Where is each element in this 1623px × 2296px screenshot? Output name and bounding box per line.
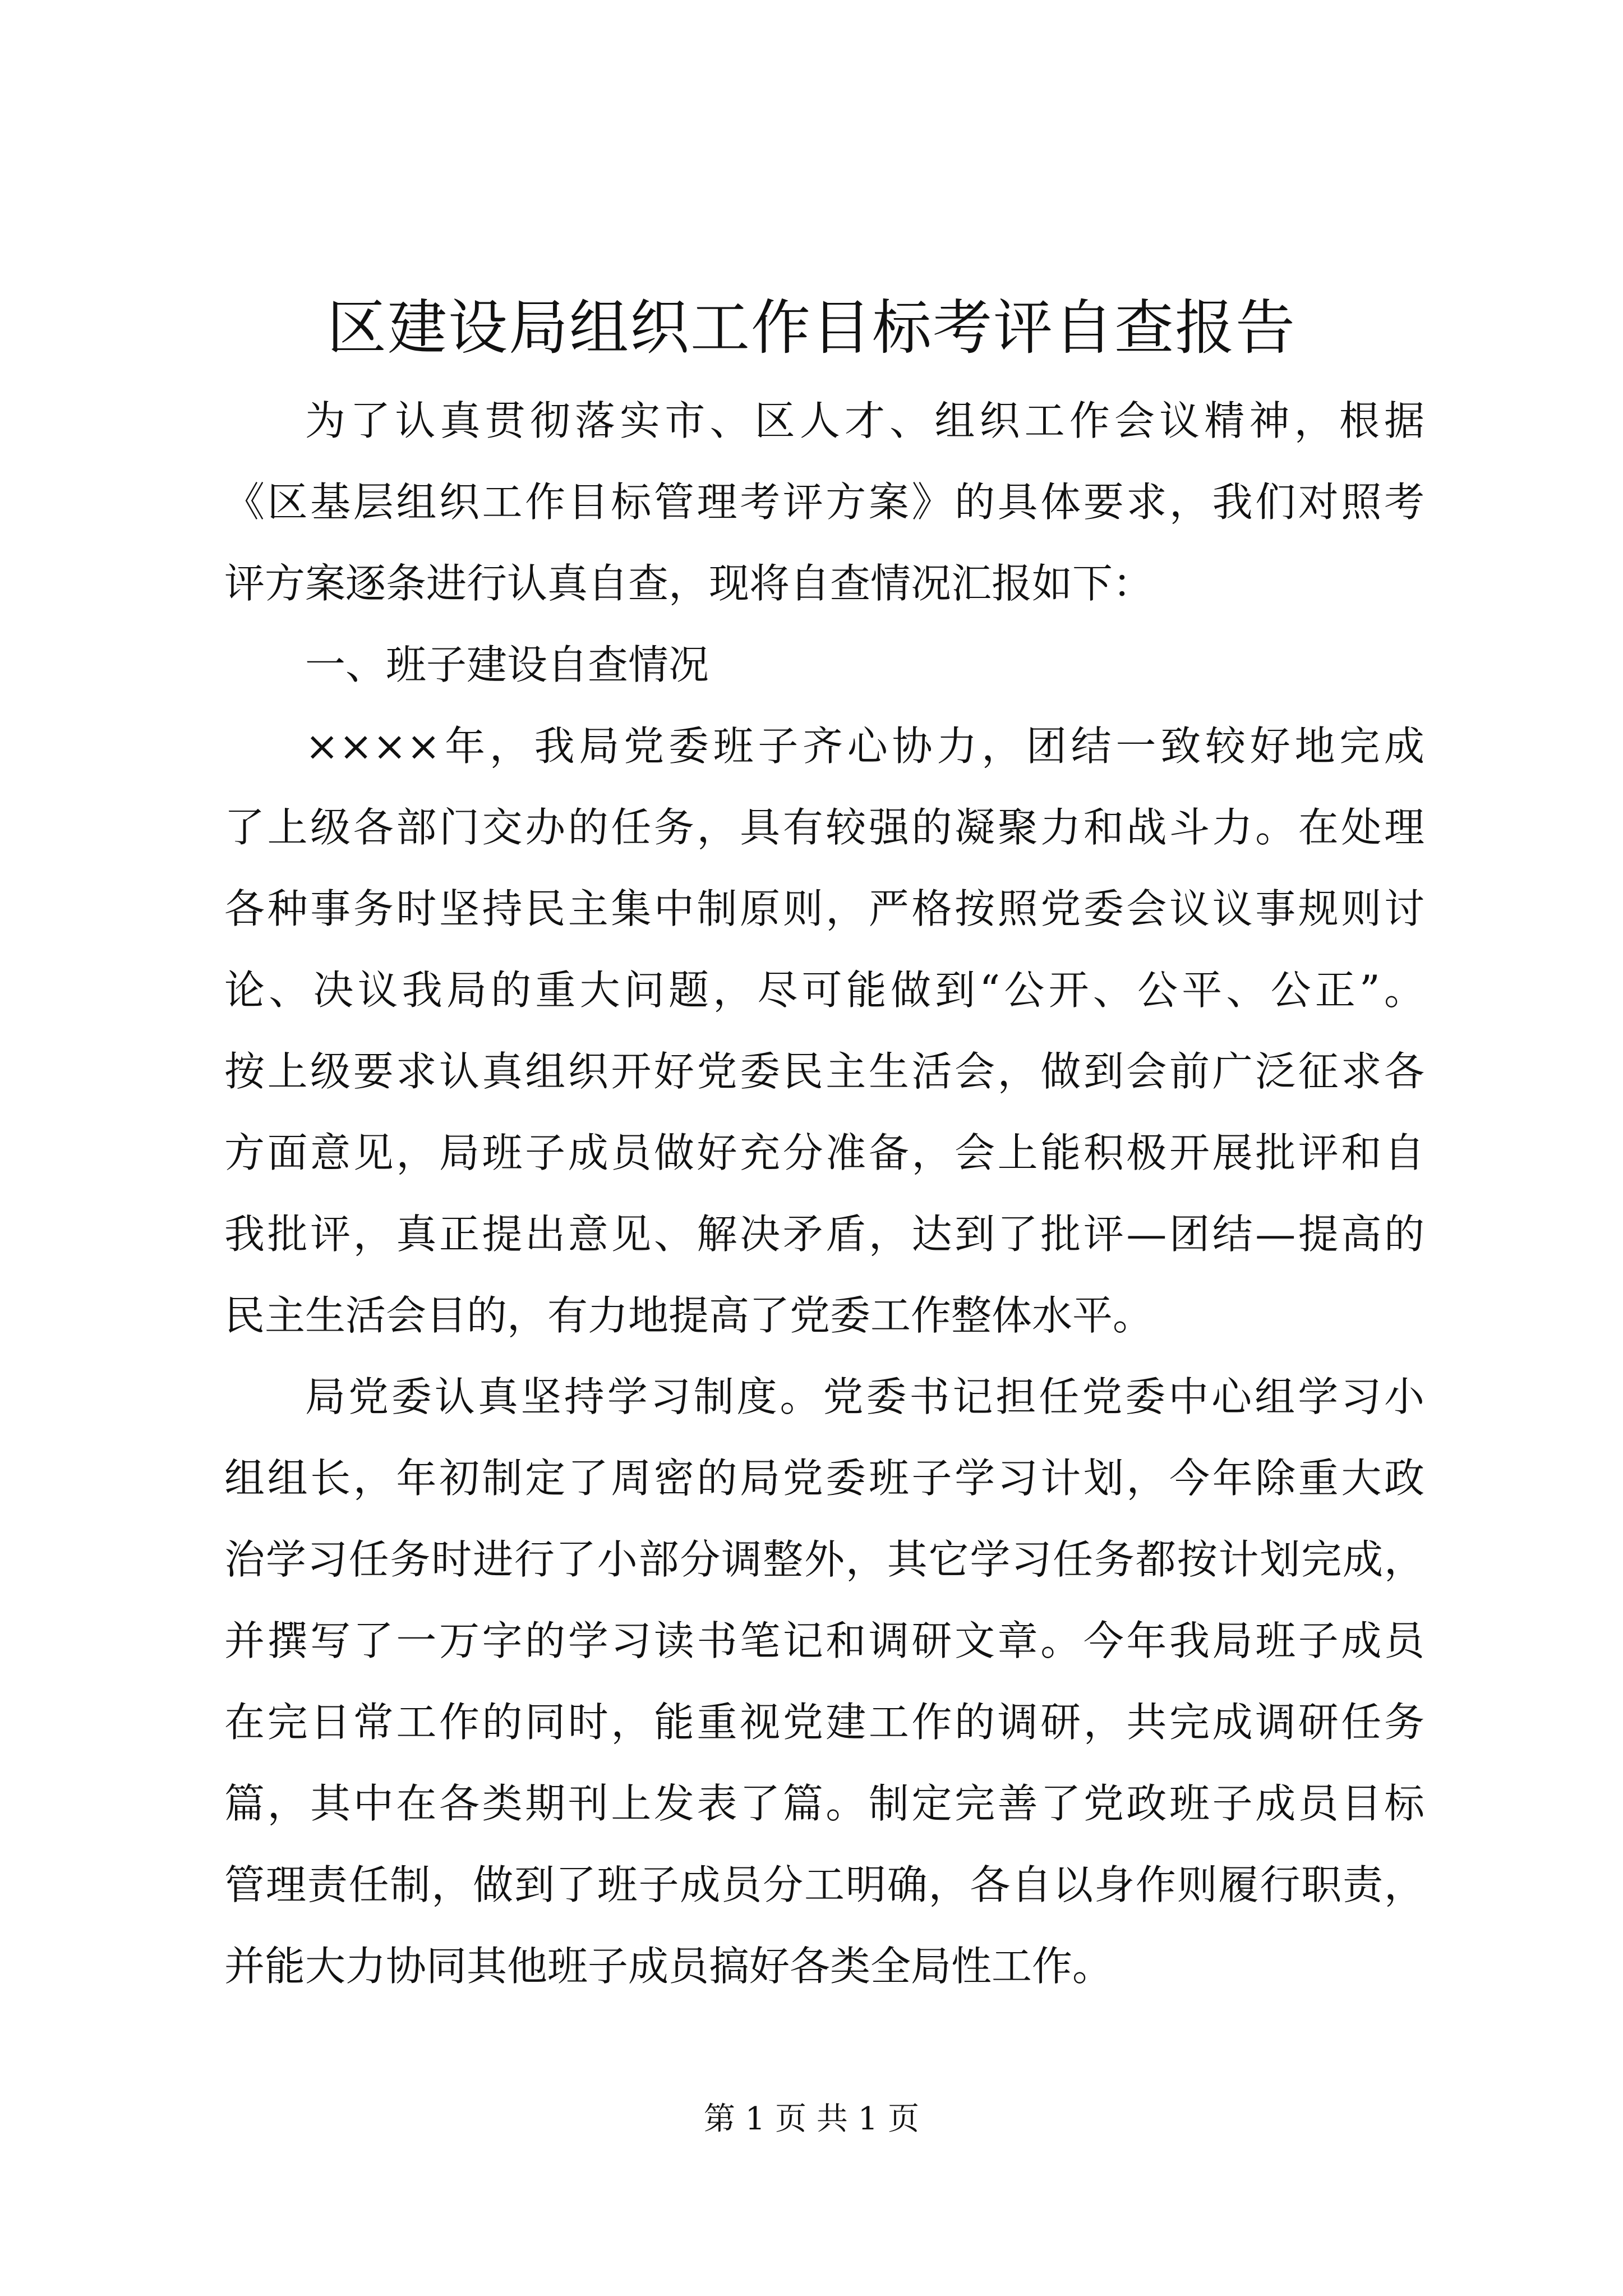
paragraph-line: 并撰写了一万字的学习读书笔记和调研文章。今年我局班子成员 [224, 1617, 1424, 1664]
paragraph-line: 为了认真贯彻落实市、区人才、组织工作会议精神，根据 [305, 397, 1424, 444]
page-number-footer: 第 1 页 共 1 页 [703, 2101, 920, 2137]
paragraph-line: 我批评，真正提出意见、解决矛盾，达到了批评—团结—提高的 [224, 1211, 1424, 1258]
document-title: 区建设局组织工作目标考评自查报告 [327, 293, 1296, 362]
paragraph-line: 按上级要求认真组织开好党委民主生活会，做到会前广泛征求各 [224, 1048, 1424, 1095]
paragraph-line: 了上级各部门交办的任务，具有较强的凝聚力和战斗力。在处理 [224, 804, 1424, 851]
paragraph-line: 局党委认真坚持学习制度。党委书记担任党委中心组学习小 [305, 1373, 1424, 1420]
paragraph-line: 评方案逐条进行认真自查，现将自查情况汇报如下： [224, 560, 1154, 607]
section-heading: 一、班子建设自查情况 [305, 641, 709, 688]
paragraph-line: 管理责任制，做到了班子成员分工明确，各自以身作则履行职责， [224, 1861, 1424, 1908]
paragraph-line: 方面意见，局班子成员做好充分准备，会上能积极开展批评和自 [224, 1129, 1424, 1176]
paragraph-line: 组组长，年初制定了周密的局党委班子学习计划，今年除重大政 [224, 1455, 1424, 1502]
paragraph-line: 各种事务时坚持民主集中制原则，严格按照党委会议议事规则讨 [224, 885, 1424, 932]
paragraph-line: 在完日常工作的同时，能重视党建工作的调研，共完成调研任务 [224, 1699, 1424, 1746]
paragraph-line: 民主生活会目的，有力地提高了党委工作整体水平。 [224, 1292, 1154, 1339]
paragraph-line: 治学习任务时进行了小部分调整外，其它学习任务都按计划完成， [224, 1536, 1424, 1583]
paragraph-line: 并能大力协同其他班子成员搞好各类全局性工作。 [224, 1943, 1113, 1990]
paragraph-line: ××××年，我局党委班子齐心协力，团结一致较好地完成 [305, 723, 1424, 770]
paragraph-line: 《区基层组织工作目标管理考评方案》的具体要求，我们对照考 [224, 478, 1424, 526]
paragraph-line: 论、决议我局的重大问题，尽可能做到“公开、公平、公正”。 [224, 967, 1424, 1014]
paragraph-line: 篇，其中在各类期刊上发表了篇。制定完善了党政班子成员目标 [224, 1780, 1424, 1827]
